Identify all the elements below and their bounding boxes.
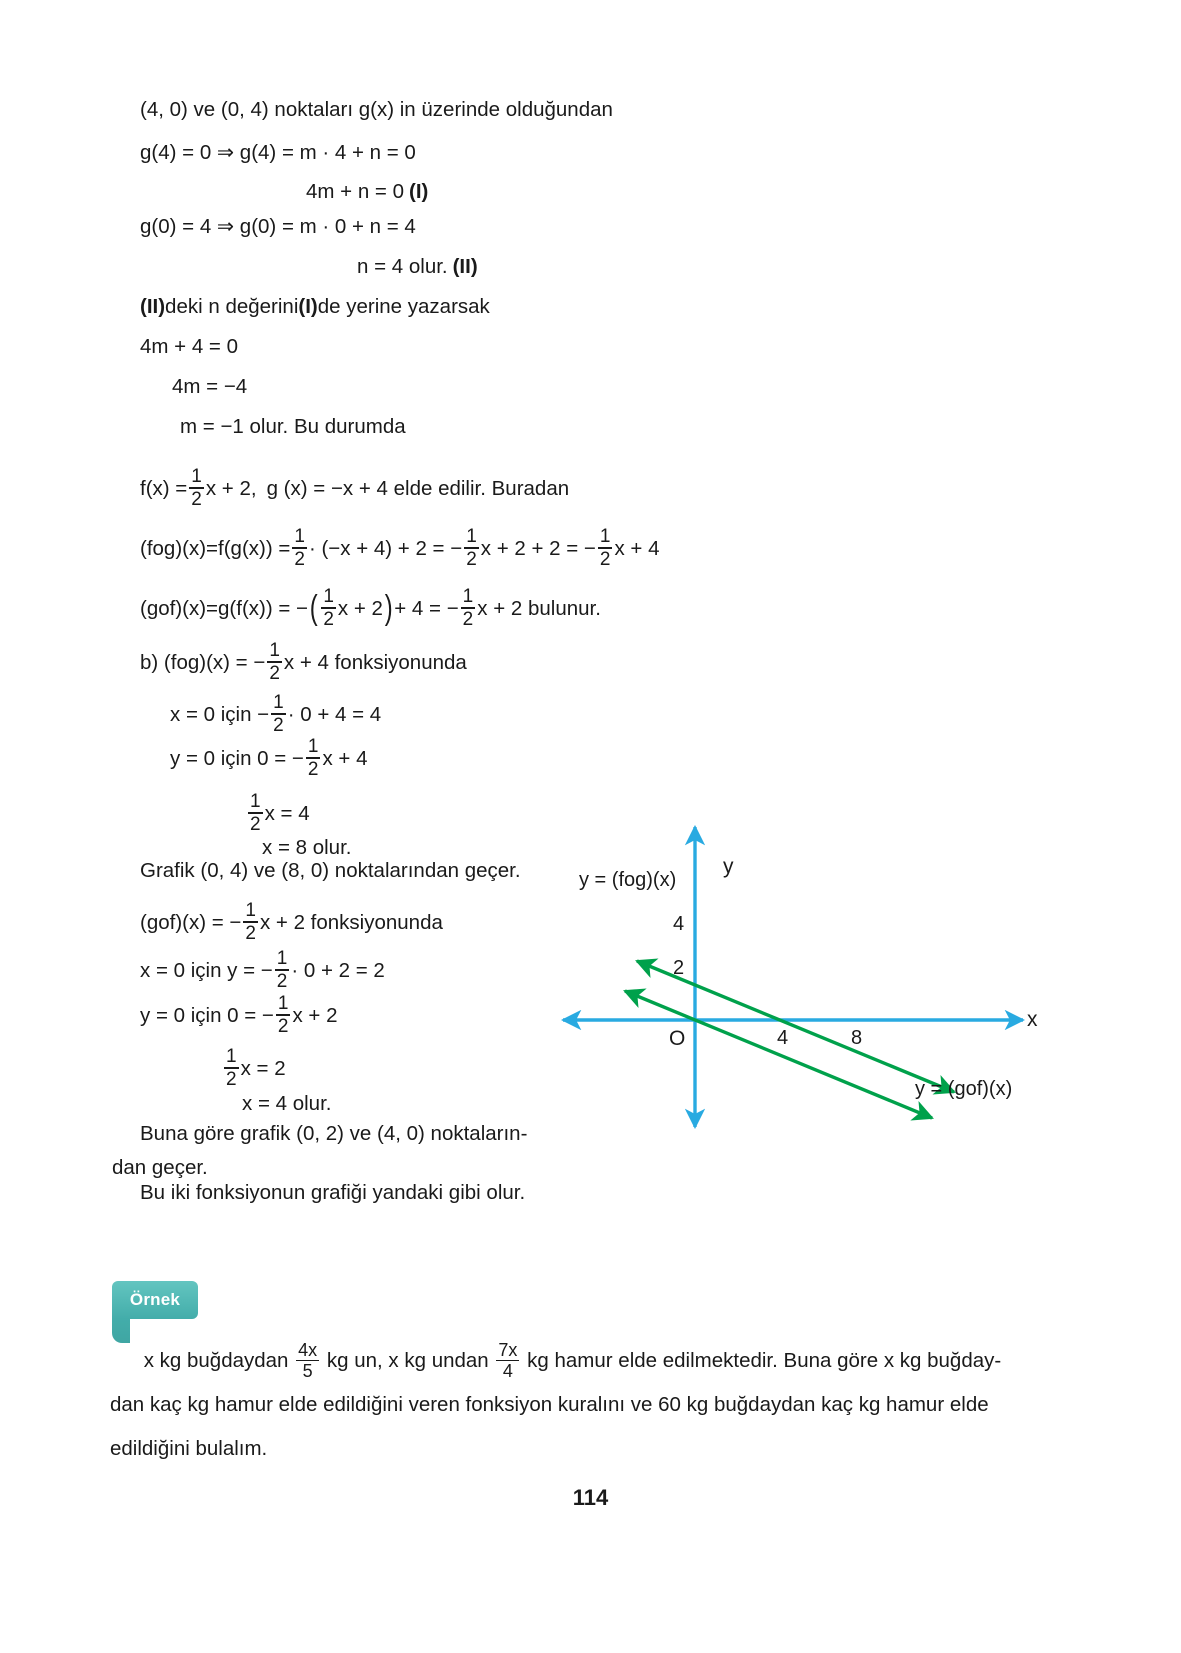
fraction-denominator: 2	[245, 922, 256, 944]
part-gof-tail: x + 2 fonksiyonunda	[259, 910, 443, 934]
substitute-mid: deki n değerini	[165, 295, 299, 318]
part-gof-line	[140, 902, 443, 944]
part-b-lhs: b) (fog)(x) = −	[140, 650, 266, 674]
fraction-numerator: 1	[462, 586, 474, 607]
x-tick-4: 4	[777, 1027, 789, 1049]
fog-point-y0-lhs: y = 0 için 0 = −	[170, 746, 304, 770]
step-g0: g(0) = 4 ⇒ g(0) = m · 0 + n = 4	[140, 215, 416, 238]
problem-line-2: dan kaç kg hamur elde edildiğini veren fonksiyon kuralını ve 60 kg buğdaydan kaç kg hamur elde	[110, 1393, 989, 1416]
fraction-numerator: 1	[276, 948, 288, 969]
fraction-denominator: 4	[502, 1361, 513, 1382]
fog-point-x0-lhs: x = 0 için −	[170, 702, 270, 726]
gof-point-y0-lhs: y = 0 için 0 = −	[140, 1003, 274, 1027]
fraction-numerator: 4x	[298, 1339, 318, 1360]
fraction-numerator: 1	[294, 526, 305, 547]
fog-expansion-line	[140, 528, 660, 570]
solve-step-1: 4m + 4 = 0	[140, 335, 239, 358]
fraction-denominator: 2	[269, 662, 280, 684]
fraction-denominator: 2	[599, 548, 611, 570]
y-axis-label: y	[723, 855, 734, 878]
gof-point-x0-tail: · 0 + 2 = 2	[291, 958, 385, 982]
fraction-numerator: 1	[466, 526, 477, 547]
fraction-denominator: 2	[276, 970, 288, 992]
fog-point-y0-tail: x + 4	[322, 746, 368, 770]
conclusion-line-2: dan geçer.	[112, 1156, 208, 1179]
fog-point-x0	[170, 694, 381, 736]
fraction-denominator: 2	[191, 488, 202, 510]
fog-point-y0	[170, 738, 368, 780]
fraction-one-half	[271, 693, 286, 735]
fraction-numerator: 1	[250, 791, 261, 812]
fraction-one-half	[321, 587, 336, 629]
fraction-one-half	[267, 641, 282, 683]
fraction-one-half	[243, 901, 258, 943]
gof-lhs: (gof)(x)=g(f(x)) = −	[140, 596, 309, 620]
fraction-numerator: 1	[307, 736, 319, 757]
fraction-denominator: 2	[307, 758, 319, 780]
gof-half-x-tail: x = 2	[240, 1056, 286, 1080]
substitute-end: de yerine yazarsak	[317, 295, 490, 318]
right-paren: )	[384, 589, 393, 628]
fraction-denominator: 2	[277, 1015, 289, 1037]
fraction-one-half	[189, 467, 204, 509]
fraction-denominator: 5	[302, 1361, 313, 1382]
problem-line-3: edildiğini bulalım.	[110, 1437, 268, 1460]
substitute-tag-b: (I)	[298, 295, 318, 318]
graph-note-1: Grafik (0, 4) ve (8, 0) noktalarından geçer.	[140, 859, 521, 882]
fraction-one-half	[276, 994, 291, 1036]
solution-intro: (4, 0) ve (0, 4) noktaları g(x) in üzerinde olduğundan	[140, 98, 613, 121]
problem-l1-c: kg hamur elde edilmektedir. Buna göre x kg buğday-	[527, 1349, 1002, 1372]
gof-x-result: x = 4 olur.	[242, 1092, 332, 1115]
fog-half-x-tail: x = 4	[264, 801, 310, 825]
fraction-7x-over-4	[496, 1341, 519, 1381]
y-tick-4: 4	[673, 913, 685, 935]
fraction-one-half	[464, 527, 479, 569]
step-eq1	[306, 182, 428, 203]
functions-g-text: g (x) = −x + 4 elde edilir. Buradan	[266, 476, 570, 500]
step-eq1-tag: (I)	[409, 180, 429, 203]
series-label-gof: y = (gof)(x)	[915, 1078, 1013, 1100]
step-eq2-tag: (II)	[452, 255, 478, 278]
substitute-line	[140, 297, 490, 318]
gof-point-y0-tail: x + 2	[292, 1003, 338, 1027]
coordinate-graph	[545, 805, 1045, 1135]
fog-mid-2: x + 2 + 2 = −	[480, 536, 596, 560]
x-axis-label: x	[1027, 1008, 1038, 1031]
fog-tail: x + 4	[614, 536, 660, 560]
fraction-numerator: 1	[273, 692, 284, 713]
part-b-line	[140, 642, 467, 684]
fraction-one-half	[598, 527, 613, 569]
fraction-denominator: 2	[466, 548, 477, 570]
fog-lhs: (fog)(x)=f(g(x)) =	[140, 536, 291, 560]
gof-tail: x + 2 bulunur.	[477, 596, 601, 620]
fraction-numerator: 1	[269, 640, 280, 661]
origin-label: O	[669, 1027, 686, 1050]
fraction-denominator: 2	[462, 608, 474, 630]
functions-f-prefix: f(x) =	[140, 476, 188, 500]
fraction-numerator: 7x	[498, 1339, 518, 1360]
gof-mid-2: + 4 = −	[394, 596, 459, 620]
part-b-tail: x + 4 fonksiyonunda	[283, 650, 467, 674]
gof-mid-1: x + 2	[337, 596, 383, 620]
fraction-denominator: 2	[273, 714, 284, 736]
fraction-denominator: 2	[226, 1068, 237, 1090]
part-gof-lhs: (gof)(x) = −	[140, 910, 242, 934]
fraction-one-half	[306, 737, 321, 779]
gof-point-x0	[140, 950, 385, 992]
fraction-one-half	[275, 949, 290, 991]
page-number: 114	[572, 1485, 609, 1510]
fraction-denominator: 2	[294, 548, 305, 570]
fraction-numerator: 1	[245, 900, 256, 921]
ornek-problem-text	[110, 1339, 1070, 1471]
gof-point-x0-lhs: x = 0 için y = −	[140, 958, 273, 982]
step-eq1-text: 4m + n = 0	[306, 180, 405, 203]
fraction-numerator: 1	[191, 466, 202, 487]
conclusion-line-1: Buna göre grafik (0, 2) ve (4, 0) noktaların-	[140, 1122, 528, 1145]
ornek-badge	[112, 1281, 198, 1319]
fog-mid-1: · (−x + 4) + 2 = −	[308, 536, 463, 560]
step-eq2	[357, 257, 478, 278]
problem-l1-a: x kg buğdaydan	[143, 1349, 295, 1372]
fraction-one-half	[248, 792, 263, 834]
substitute-tag-a: (II)	[140, 295, 166, 318]
ornek-badge-label: Örnek	[129, 1290, 181, 1309]
fog-half-x	[246, 793, 310, 835]
fraction-one-half	[461, 587, 476, 629]
solve-step-3: m = −1 olur. Bu durumda	[180, 415, 406, 438]
fraction-one-half	[224, 1047, 239, 1089]
fraction-denominator: 2	[323, 608, 334, 630]
gof-half-x	[222, 1048, 286, 1090]
fraction-numerator: 1	[323, 586, 334, 607]
fraction-numerator: 1	[277, 993, 289, 1014]
problem-l1-b: kg un, x kg undan	[326, 1349, 495, 1372]
gof-point-y0	[140, 995, 338, 1037]
gof-expansion-line	[140, 588, 601, 630]
fraction-numerator: 1	[226, 1046, 237, 1067]
step-g4: g(4) = 0 ⇒ g(4) = m · 4 + n = 0	[140, 141, 416, 164]
fog-x-result: x = 8 olur.	[262, 836, 352, 859]
line-gof-drawn	[625, 991, 932, 1118]
left-paren: (	[309, 589, 318, 628]
series-label-fog: y = (fog)(x)	[579, 869, 677, 891]
functions-line	[140, 468, 569, 510]
fog-point-x0-tail: · 0 + 4 = 4	[287, 702, 382, 726]
y-tick-2: 2	[673, 957, 685, 979]
fraction-numerator: 1	[599, 526, 611, 547]
conclusion-line-3: Bu iki fonksiyonun grafiği yandaki gibi olur.	[140, 1181, 526, 1204]
x-tick-8: 8	[851, 1027, 863, 1049]
step-eq2-text: n = 4 olur.	[357, 255, 448, 278]
fraction-denominator: 2	[250, 813, 261, 835]
functions-f-suffix: x + 2,	[205, 476, 257, 500]
fraction-one-half	[292, 527, 307, 569]
problem-line-1	[110, 1339, 1070, 1383]
solve-step-2: 4m = −4	[172, 375, 248, 398]
fraction-4x-over-5	[296, 1341, 319, 1381]
